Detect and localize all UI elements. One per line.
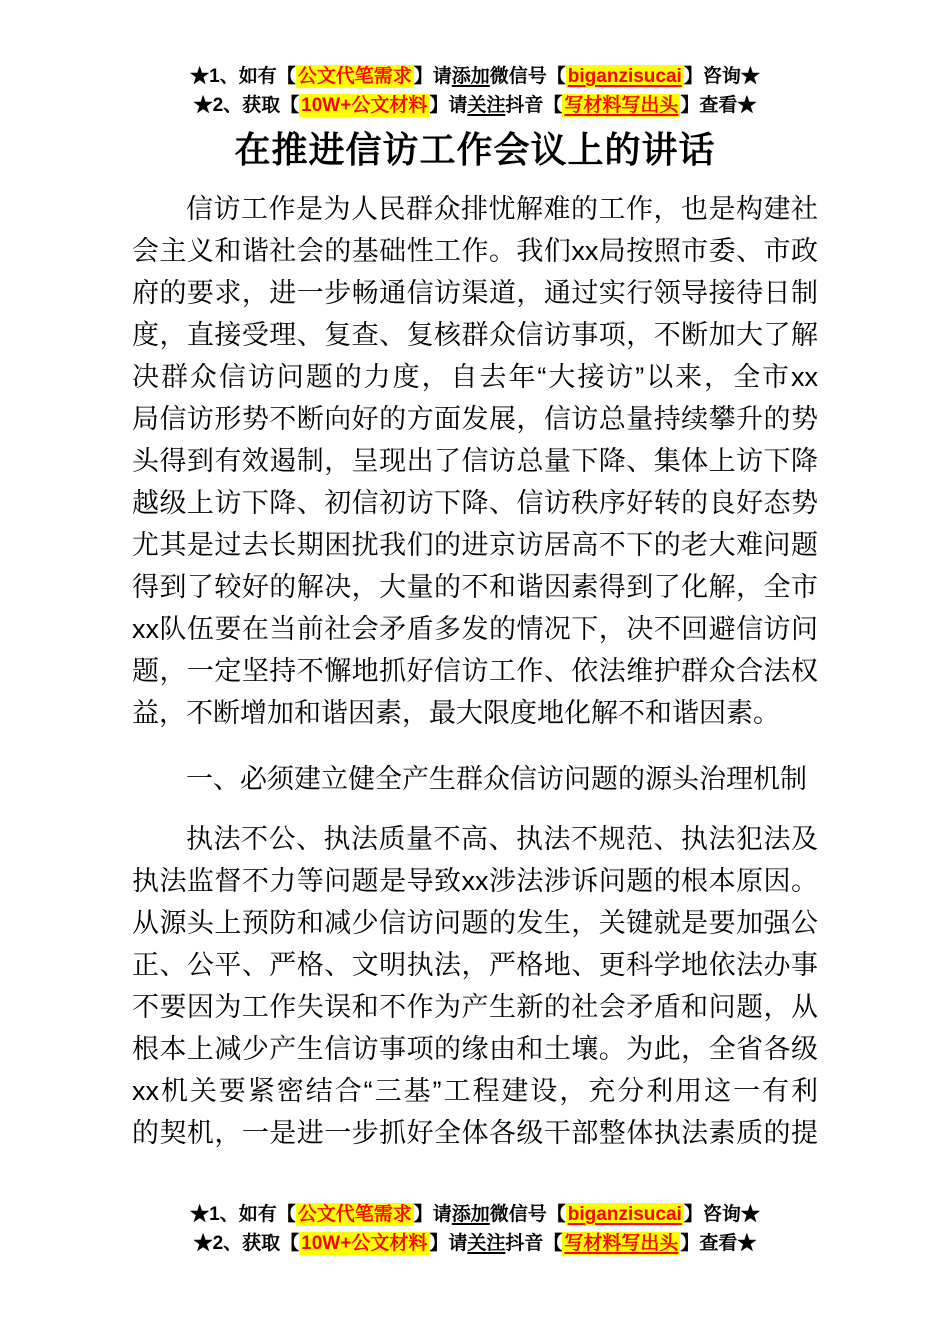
- banner-douyin-id: 写材料写出头: [564, 1233, 679, 1254]
- banner-text: ★1、如有【: [190, 1204, 296, 1225]
- banner-highlight-service: 公文代笔需求: [297, 66, 412, 87]
- promo-banner-line-2: [0, 1229, 950, 1258]
- text-line: 一、必须建立健全产生群众信访问题的源头治理机制: [186, 764, 807, 794]
- banner-text: 微信号【: [489, 66, 566, 87]
- banner-highlight-materials: 10W+公文材料: [301, 1233, 428, 1254]
- banner-text: ★2、获取【: [193, 95, 300, 116]
- document-title: 在推进信访工作会议上的讲话: [234, 129, 716, 170]
- text-line: 从源头上预防和减少信访问题的发生，关键就是要加强公: [132, 908, 818, 938]
- banner-text: 】请: [429, 95, 468, 116]
- text-line: 决群众信访问题的力度，自去年“大接访”以来，全市xx: [132, 362, 818, 392]
- text-line: 根本上减少产生信访事项的缘由和土壤。为此，全省各级: [132, 1034, 818, 1064]
- text-line: 信访工作是为人民群众排忧解难的工作，也是构建社: [186, 194, 818, 224]
- paragraph: [132, 188, 818, 734]
- text-line: 正、公平、严格、文明执法，严格地、更科学地依法办事: [132, 950, 818, 980]
- banner-highlight-materials: 10W+公文材料: [301, 95, 428, 116]
- text-line: 会主义和谐社会的基础性工作。我们xx局按照市委、市政: [132, 236, 818, 266]
- banner-text: 】查看★: [680, 1233, 757, 1254]
- banner-underline-follow: 关注: [467, 95, 506, 116]
- banner-highlight-service: 公文代笔需求: [297, 1204, 412, 1225]
- promo-banner-line-1: [0, 1200, 950, 1229]
- text-line: 头得到有效遏制，呈现出了信访总量下降、集体上访下降: [132, 446, 818, 476]
- text-line: 得到了较好的解决，大量的不和谐因素得到了化解，全市: [132, 572, 818, 602]
- text-line: 的契机，一是进一步抓好全体各级干部整体执法素质的提: [132, 1118, 818, 1148]
- text-line: 不要因为工作失误和不作为产生新的社会矛盾和问题，从: [132, 992, 818, 1022]
- banner-underline-add: 添加: [451, 1204, 490, 1225]
- text-line: 题，一定坚持不懈地抓好信访工作、依法维护群众合法权: [132, 656, 818, 686]
- banner-text: 】查看★: [680, 95, 757, 116]
- paragraph: [132, 818, 818, 1154]
- banner-text: 】请: [413, 1204, 452, 1225]
- banner-text: ★2、获取【: [193, 1233, 300, 1254]
- text-line: xx队伍要在当前社会矛盾多发的情况下，决不回避信访问: [132, 614, 818, 644]
- banner-douyin-id: 写材料写出头: [564, 95, 679, 116]
- section-heading: [132, 758, 818, 800]
- text-line: 尤其是过去长期困扰我们的进京访居高不下的老大难问题: [132, 530, 818, 560]
- banner-text: 】请: [413, 66, 452, 87]
- promo-banner-bottom: [0, 1200, 950, 1258]
- text-line: 度，直接受理、复查、复核群众信访事项，不断加大了解: [132, 320, 818, 350]
- banner-underline-add: 添加: [451, 66, 490, 87]
- banner-text: 】咨询★: [683, 1204, 760, 1225]
- text-line: 府的要求，进一步畅通信访渠道，通过实行领导接待日制: [132, 278, 818, 308]
- text-line: 益，不断增加和谐因素，最大限度地化解不和谐因素。: [132, 698, 780, 728]
- text-line: 执法监督不力等问题是导致xx涉法涉诉问题的根本原因。: [132, 866, 818, 896]
- banner-text: 微信号【: [489, 1204, 566, 1225]
- banner-wechat-id: biganzisucai: [567, 66, 682, 87]
- banner-text: ★1、如有【: [190, 66, 296, 87]
- banner-text: 抖音【: [505, 95, 563, 116]
- banner-text: 抖音【: [505, 1233, 563, 1254]
- promo-banner-top: [0, 0, 950, 120]
- promo-banner-line-1: [0, 62, 950, 91]
- banner-text: 】咨询★: [683, 66, 760, 87]
- text-line: 执法不公、执法质量不高、执法不规范、执法犯法及: [186, 824, 818, 854]
- document-body: [132, 188, 818, 1154]
- banner-underline-follow: 关注: [467, 1233, 506, 1254]
- text-line: 局信访形势不断向好的方面发展，信访总量持续攀升的势: [132, 404, 818, 434]
- promo-banner-line-2: [0, 91, 950, 120]
- text-line: xx机关要紧密结合“三基”工程建设，充分利用这一有利: [132, 1076, 818, 1106]
- banner-wechat-id: biganzisucai: [567, 1204, 682, 1225]
- banner-text: 】请: [429, 1233, 468, 1254]
- text-line: 越级上访下降、初信初访下降、信访秩序好转的良好态势: [132, 488, 818, 518]
